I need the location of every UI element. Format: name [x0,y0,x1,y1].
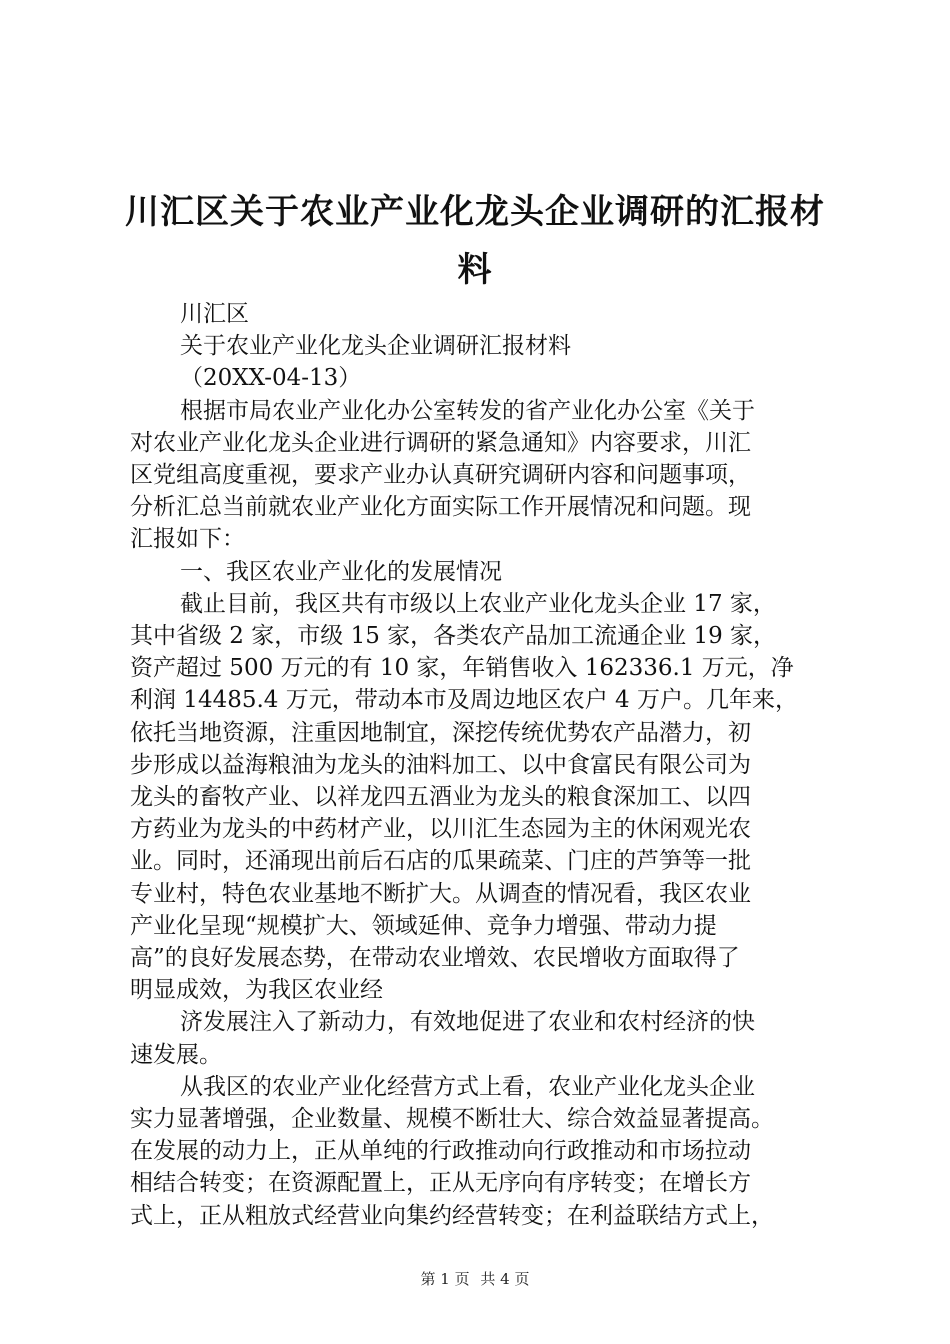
paragraph-line: 济发展注入了新动力，有效地促进了农业和农村经济的快 [180,1009,755,1036]
page-number-total: 共 4 页 [480,1270,530,1288]
paragraph-line: 依托当地资源，注重因地制宜，深挖传统优势农产品潜力，初 [130,719,751,746]
paragraph-statistics [130,588,850,1007]
paragraph-line: 汇报如下： [130,526,245,553]
title-line-2: 料 [457,250,493,290]
header-subject: 关于农业产业化龙头企业调研汇报材料 [180,333,571,360]
section-heading: 一、我区农业产业化的发展情况 [180,558,502,585]
paragraph-line: 式上，正从粗放式经营业向集约经营转变；在利益联结方式上， [130,1202,774,1229]
paragraph-line: 在发展的动力上，正从单纯的行政推动向行政推动和市场拉动 [130,1138,751,1165]
header-org: 川汇区 [180,301,249,327]
paragraph-line: 明显成效，为我区农业经 [130,977,383,1004]
document-title [100,183,850,299]
paragraph-continuation [130,1006,850,1070]
paragraph-line: 其中省级 2 家，市级 15 家，各类农产品加工流通企业 19 家， [130,623,777,650]
header-date: （20XX-04-13） [180,365,362,392]
paragraph-line: 步形成以益海粮油为龙头的油料加工、以中食富民有限公司为 [130,751,751,778]
paragraph-line: 专业村，特色农业基地不断扩大。从调查的情况看，我区农业 [130,880,751,907]
paragraph-line: 方药业为龙头的中药材产业，以川汇生态园为主的休闲观光农 [130,816,751,843]
page-number-current: 第 1 页 [420,1270,470,1288]
paragraph-line: 从我区的农业产业化经营方式上看，农业产业化龙头企业 [180,1073,755,1100]
paragraph-line: 产业化呈现“规模扩大、领域延伸、竞争力增强、带动力提 [130,912,717,939]
paragraph-line: 实力显著增强，企业数量、规模不断壮大、综合效益显著提高。 [130,1106,774,1133]
paragraph-line: 速发展。 [130,1041,222,1068]
paragraph-line: 资产超过 500 万元的有 10 家，年销售收入 162336.1 万元，净 [130,655,794,682]
paragraph-operation-mode [130,1071,850,1232]
paragraph-line: 分析汇总当前就农业产业化方面实际工作开展情况和问题。现 [130,494,751,521]
title-line-1: 川汇区关于农业产业化龙头企业调研的汇报材 [125,192,825,232]
paragraph-line: 区党组高度重视，要求产业办认真研究调研内容和问题事项， [130,462,751,489]
paragraph-line: 截止目前，我区共有市级以上农业产业化龙头企业 17 家， [180,590,776,617]
page-footer [0,1268,950,1289]
document-body [130,298,850,1232]
paragraph-intro [130,395,850,556]
paragraph-line: 利润 14485.4 万元，带动本市及周边地区农户 4 万户。几年来， [130,687,798,714]
paragraph-line: 相结合转变；在资源配置上，正从无序向有序转变；在增长方 [130,1170,751,1197]
paragraph-line: 高”的良好发展态势，在带动农业增效、农民增收方面取得了 [130,945,740,972]
paragraph-line: 根据市局农业产业化办公室转发的省产业化办公室《关于 [180,397,755,424]
paragraph-line: 业。同时，还涌现出前后石店的瓜果疏菜、门庄的芦笋等一批 [130,848,751,875]
paragraph-line: 对农业产业化龙头企业进行调研的紧急通知》内容要求，川汇 [130,429,751,456]
paragraph-line: 龙头的畜牧产业、以祥龙四五酒业为龙头的粮食深加工、以四 [130,784,751,811]
